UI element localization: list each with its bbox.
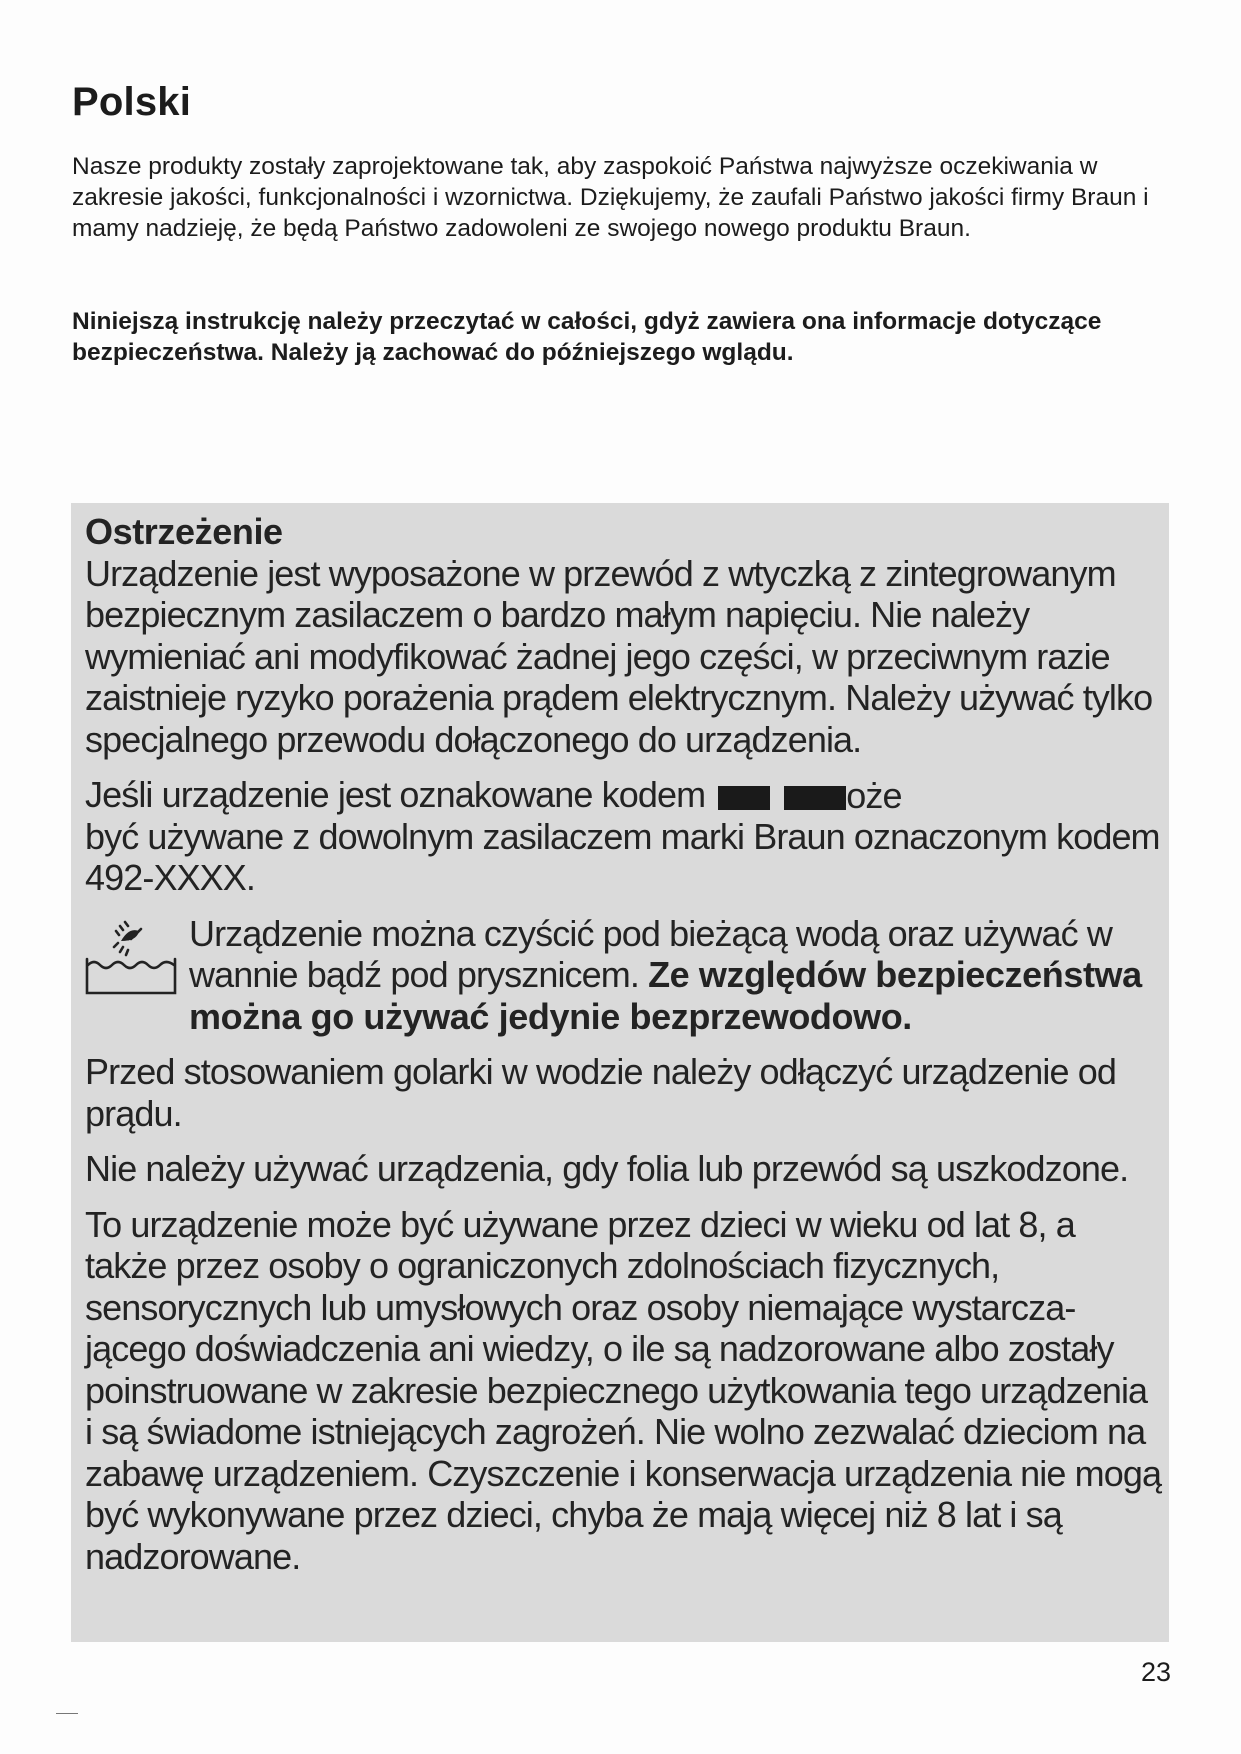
water-use-note <box>85 913 1163 1038</box>
language-heading: Polski <box>72 80 192 124</box>
warning-paragraph-cord <box>85 511 1163 760</box>
intro-paragraph: Nasze produkty zostały zaprojektowane tak, aby zaspokoić Państwa najwyższe oczekiwania w zakresie jakości, funkcjonalności i wzornictwa. Dziękujemy, że zaufali Państwo jakości firmy Braun i mamy nadzieję, że będą Państwo zadowoleni ze swojego nowego produktu Braun. <box>72 153 1149 242</box>
warning-paragraph-unplug: Przed stosowaniem golarki w wodzie należy odłączyć urządzenie od prądu. <box>85 1051 1116 1134</box>
code-text-before: Jeśli urządzenie jest oznakowane kodem <box>85 774 706 815</box>
redacted-code-mark <box>718 775 902 817</box>
safety-notice: Niniejszą instrukcję należy przeczytać w całości, gdyż zawiera ona informacje dotyczące bezpieczeństwa. Należy ją zachować do późniejszego wglądu. <box>72 308 1102 366</box>
warning-title: Ostrzeżenie <box>85 511 283 552</box>
redacted-tail-text: oże <box>846 775 902 817</box>
bath-shower-icon <box>85 913 189 1006</box>
warning-content <box>85 511 1163 1591</box>
water-use-bold: Ze względów bezpieczeństwa można go używać jedynie bezprzewodowo. <box>189 954 1142 1037</box>
footer-divider <box>56 1713 78 1714</box>
warning-box <box>71 503 1169 1642</box>
water-use-plain: Urządzenie można czyścić pod bieżącą wodą oraz używać w wannie bądź pod prysznicem. <box>189 912 1112 995</box>
water-use-text <box>189 913 1163 1038</box>
warning-paragraph-children: To urządzenie może być używane przez dzieci w wieku od lat 8, a także przez osoby o ograniczonych zdolnościach fizycznych, sensorycznych lub umysłowych oraz osoby niemające wystarczającego doświadczenia ani wiedzy, o ile są nadzorowane albo zostały poinstruowane w zakresie bezpiecznego użytkowania tego urządzenia i są świadome istniejących zagrożeń. Nie wolno zezwalać dzieciom na zabawę urządzeniem. Czyszczenie i konserwacja urządzenia nie mogą być wykonywane przez dzieci, chyba że mają więcej niż 8 lat i są nadzorowane. <box>85 1203 1162 1577</box>
warning-paragraph-damaged: Nie należy używać urządzenia, gdy folia lub przewód są uszkodzone. <box>85 1148 1129 1189</box>
page-number: 23 <box>1140 1657 1171 1687</box>
warning-paragraph-code <box>85 774 1163 899</box>
code-text-after: być używane z dowolnym zasilaczem marki Braun oznaczonym kodem 492-XXXX. <box>85 815 1160 898</box>
warning-cord-text: Urządzenie jest wyposażone w przewód z wtyczką z zintegrowanym bezpiecznym zasilaczem o bardzo małym napięciu. Nie należy wymieniać ani modyfikować żadnej jego części, w przeciwnym razie zaistnieje ryzyko porażenia prądem elektrycznym. Należy używać tylko specjalnego przewodu dołączonego do urządzenia. <box>85 552 1153 760</box>
